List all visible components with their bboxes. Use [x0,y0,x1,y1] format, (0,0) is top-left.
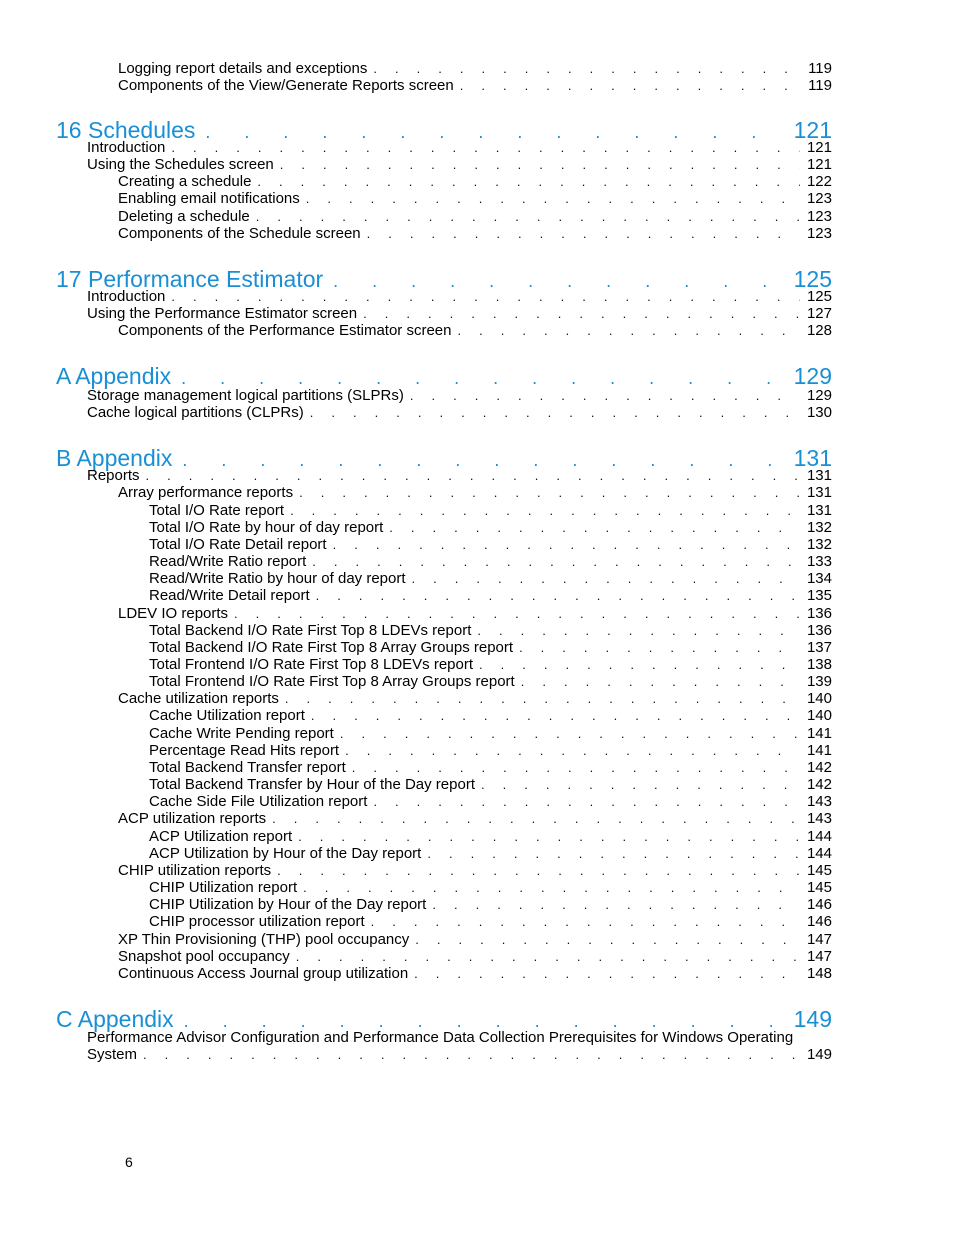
toc-leader-dots [256,208,800,225]
toc-entry[interactable] [149,536,832,553]
toc-leader-dots [367,225,800,242]
toc-page-number: 135 [806,587,832,604]
toc-page-number: 146 [806,896,832,913]
toc-page-number: 133 [806,553,832,570]
toc-title: Percentage Read Hits report [149,742,340,759]
toc-page-number: 134 [806,570,832,587]
toc-title: Read/Write Ratio report [149,553,307,570]
toc-entry[interactable] [149,828,832,845]
toc-page-number: 125 [793,266,832,292]
toc-title: System [87,1046,138,1063]
toc-title: Reports [87,467,140,484]
toc-title: Snapshot pool occupancy [118,948,290,965]
toc-page-number: 121 [793,117,832,143]
toc-leader-dots [477,622,800,639]
toc-entry[interactable] [87,139,832,156]
toc-page-number: 139 [806,673,832,690]
toc-entry[interactable] [118,862,832,879]
toc-page-number: 143 [806,793,832,810]
toc-title: Total Backend I/O Rate First Top 8 LDEVs report [149,622,472,639]
toc-page-number: 128 [806,322,832,339]
toc-title: Total I/O Rate Detail report [149,536,327,553]
toc-entry[interactable] [118,931,832,948]
toc-entry[interactable] [87,387,832,404]
toc-title: XP Thin Provisioning (THP) pool occupancy [118,931,410,948]
toc-leader-dots [458,322,801,339]
toc-title: Read/Write Ratio by hour of day report [149,570,406,587]
toc-entry[interactable] [149,553,832,570]
toc-page-number: 144 [806,845,832,862]
toc-entry[interactable] [149,845,832,862]
toc-entry[interactable] [118,322,832,339]
toc-leader-dots [389,519,800,536]
toc-page-number: 131 [806,484,832,501]
toc-page-number: 123 [806,190,832,207]
toc-page-number: 147 [806,931,832,948]
toc-page-number: 127 [806,305,832,322]
toc-entry[interactable] [149,879,832,896]
toc-leader-dots [460,77,800,94]
toc-entry[interactable] [149,742,832,759]
toc-leader-dots [352,759,800,776]
toc-title: Total Frontend I/O Rate First Top 8 LDEVs report [149,656,474,673]
toc-leader-dots [311,707,800,724]
toc-leader-dots [414,965,800,982]
toc-title: Components of the View/Generate Reports screen [118,77,454,94]
toc-title: Total Backend Transfer report [149,759,346,776]
toc-leader-dots [312,553,800,570]
toc-page-number: 140 [806,690,832,707]
toc-title: Array performance reports [118,484,294,501]
toc-leader-dots [371,913,800,930]
toc-title: CHIP processor utilization report [149,913,365,930]
toc-page-number: 141 [806,742,832,759]
toc-page-number: 147 [806,948,832,965]
toc-entry[interactable] [118,484,832,501]
toc-title: 16 Schedules [56,117,196,143]
toc-title: B Appendix [56,445,173,471]
toc-entry[interactable] [118,965,832,982]
toc-leader-dots [299,484,800,501]
toc-title: Cache utilization reports [118,690,279,707]
toc-page-number: 144 [806,828,832,845]
toc-title: Cache Side File Utilization report [149,793,368,810]
toc-page-number: 119 [808,60,832,77]
toc-entry[interactable] [149,656,832,673]
toc-entry[interactable] [149,725,832,742]
toc-title: Total I/O Rate report [149,502,285,519]
toc-page-number: 131 [806,467,832,484]
toc-leader-dots [171,288,800,305]
toc-title: Cache Utilization report [149,707,305,724]
toc-title: Enabling email notifications [118,190,300,207]
toc-page-number: 142 [806,759,832,776]
toc-title: ACP Utilization report [149,828,293,845]
toc-entry[interactable] [87,467,832,484]
toc-page-number: 131 [806,502,832,519]
toc-title: Introduction [87,288,166,305]
toc-page-number: 140 [806,707,832,724]
toc-title: Introduction [87,139,166,156]
toc-leader-dots [143,1046,800,1063]
toc-leader-dots [432,896,800,913]
toc-title: Continuous Access Journal group utilization [118,965,409,982]
toc-title: Total Backend Transfer by Hour of the Day report [149,776,475,793]
toc-leader-dots [481,776,800,793]
toc-page-number: 143 [806,810,832,827]
toc-page-number: 145 [806,862,832,879]
toc-entry[interactable] [118,605,832,622]
toc-title: CHIP Utilization by Hour of the Day report [149,896,427,913]
toc-page-number: 142 [806,776,832,793]
toc-leader-dots [521,673,800,690]
toc-leader-dots [298,828,800,845]
toc-entry[interactable] [87,404,832,421]
toc-title: Storage management logical partitions (SLPRs) [87,387,404,404]
toc-leader-dots [303,879,800,896]
toc-page-number: 145 [806,879,832,896]
toc-entry[interactable] [149,570,832,587]
toc-page-number: 121 [806,156,832,173]
toc-leader-dots [181,365,786,389]
toc-leader-dots [373,793,800,810]
toc-title: Total Frontend I/O Rate First Top 8 Array Groups report [149,673,515,690]
toc-title: Cache Write Pending report [149,725,334,742]
toc-entry[interactable] [118,190,832,207]
toc-leader-dots [234,605,800,622]
toc-page-number: 130 [806,404,832,421]
toc-title: Using the Schedules screen [87,156,274,173]
toc-title: Cache logical partitions (CLPRs) [87,404,304,421]
toc-leader-dots [290,502,800,519]
toc-leader-dots [277,862,800,879]
toc-entry-wrapped-line[interactable]: Performance Advisor Configuration and Performance Data Collection Prerequisites for Windows Operating [87,1029,794,1046]
toc-title: ACP utilization reports [118,810,267,827]
toc-entry[interactable] [149,793,832,810]
toc-entry[interactable] [149,896,832,913]
toc-entry[interactable] [118,810,832,827]
toc-title: A Appendix [56,363,172,389]
toc-entry[interactable] [87,288,832,305]
toc-title: Creating a schedule [118,173,252,190]
toc-page-number: 149 [793,1006,832,1032]
toc-title: Logging report details and exceptions [118,60,368,77]
toc-page-number: 132 [806,519,832,536]
toc-title: Total I/O Rate by hour of day report [149,519,384,536]
toc-page-number: 129 [793,363,832,389]
toc-title: LDEV IO reports [118,605,229,622]
toc-page-number: 136 [806,605,832,622]
toc-title: Deleting a schedule [118,208,250,225]
toc-entry[interactable] [149,502,832,519]
toc-title: CHIP Utilization report [149,879,298,896]
toc-page-number: 123 [806,208,832,225]
toc-page-number: 148 [806,965,832,982]
toc-leader-dots [285,690,800,707]
toc-leader-dots [363,305,800,322]
toc-entry[interactable] [118,948,832,965]
toc-title: Total Backend I/O Rate First Top 8 Array Groups report [149,639,514,656]
toc-leader-dots [171,139,800,156]
toc-page-number: 119 [808,77,832,94]
toc-leader-dots [479,656,800,673]
toc-entry[interactable] [149,759,832,776]
toc-leader-dots [373,60,800,77]
toc-leader-dots [272,810,800,827]
toc-leader-dots [306,190,800,207]
toc-title: C Appendix [56,1006,174,1032]
toc-leader-dots [280,156,800,173]
toc-entry[interactable] [118,208,832,225]
toc-page-number: 137 [806,639,832,656]
toc-title: CHIP utilization reports [118,862,272,879]
toc-title: Components of the Schedule screen [118,225,361,242]
toc-entry[interactable] [149,707,832,724]
page-number: 6 [125,1154,133,1170]
toc-page-number: 149 [806,1046,832,1063]
toc-page-number: 136 [806,622,832,639]
toc-entry[interactable] [87,156,832,173]
toc-page-number: 122 [806,173,832,190]
toc-entry[interactable] [118,690,832,707]
toc-leader-dots [427,845,800,862]
toc-title: Components of the Performance Estimator screen [118,322,452,339]
toc-leader-dots [345,742,800,759]
toc-entry[interactable] [149,776,832,793]
toc-entry[interactable] [87,305,832,322]
toc-entry[interactable] [87,1046,832,1063]
toc-page-number: 121 [806,139,832,156]
toc-page-number: 141 [806,725,832,742]
toc-leader-dots [415,931,800,948]
toc-leader-dots [519,639,800,656]
toc-title: Read/Write Detail report [149,587,310,604]
toc-leader-dots [296,948,800,965]
toc-entry[interactable] [118,60,832,77]
toc-leader-dots [146,467,800,484]
toc-entry[interactable] [149,913,832,930]
toc-page-number: 129 [806,387,832,404]
toc-entry[interactable] [149,587,832,604]
toc-leader-dots [257,173,800,190]
toc-page-number: 138 [806,656,832,673]
toc-leader-dots [410,387,800,404]
toc-entry[interactable] [149,519,832,536]
toc-page-number: 131 [793,445,832,471]
toc-entry[interactable] [149,639,832,656]
toc-title: ACP Utilization by Hour of the Day report [149,845,422,862]
toc-leader-dots [340,725,800,742]
toc-page-number: 125 [806,288,832,305]
toc-entry[interactable] [118,77,832,94]
toc-title: 17 Performance Estimator [56,266,324,292]
toc-entry[interactable] [149,673,832,690]
toc-entry[interactable] [118,173,832,190]
toc-leader-dots [412,570,800,587]
toc-page-number: 123 [806,225,832,242]
toc-leader-dots [316,587,800,604]
toc-leader-dots [333,536,800,553]
toc-leader-dots [310,404,800,421]
toc-chapter[interactable] [56,363,832,389]
toc-entry[interactable] [118,225,832,242]
toc-title: Using the Performance Estimator screen [87,305,358,322]
toc-entry[interactable] [149,622,832,639]
toc-page-number: 146 [806,913,832,930]
toc-page-number: 132 [806,536,832,553]
